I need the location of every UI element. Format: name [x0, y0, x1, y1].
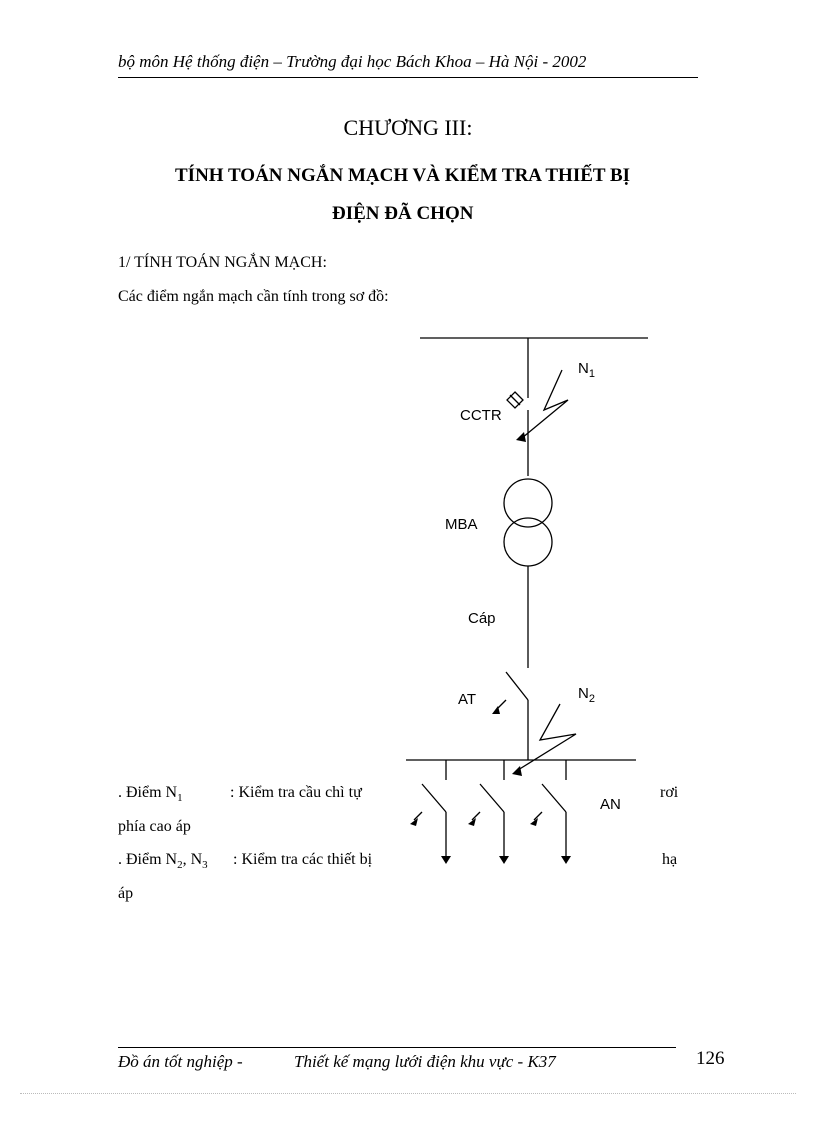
point-n1-sub: 1 — [177, 792, 183, 805]
point-n2-tail: hạ — [662, 851, 678, 868]
fault-n1-arrow — [516, 432, 526, 442]
fuse-symbol — [507, 392, 523, 408]
chapter-title-line2: ĐIỆN ĐÃ CHỌN — [332, 203, 474, 224]
feeder-3-arrow — [561, 856, 571, 864]
lv-feeder-1 — [414, 760, 446, 858]
label-at: AT — [458, 691, 477, 708]
label-an: AN — [600, 796, 621, 813]
fault-n2-arrow — [512, 766, 522, 776]
point-n1-desc: : Kiểm tra cầu chì tự — [230, 784, 362, 801]
point-n1-tail: rơi — [660, 784, 679, 801]
label-cap: Cáp — [468, 610, 496, 627]
label-n2: $N_2$ — [578, 685, 595, 705]
feeder-1-arrow — [441, 856, 451, 864]
section-intro: Các điểm ngắn mạch cần tính trong sơ đồ: — [118, 288, 389, 305]
point-n2-sub1: 2 — [177, 859, 183, 872]
lv-feeder-2 — [472, 760, 504, 858]
label-mba: MBA — [445, 516, 478, 533]
transformer-winding-1 — [504, 479, 552, 527]
point-n2-prefix: . Điểm N — [118, 851, 178, 868]
point-n1-cont: phía cao áp — [118, 818, 191, 835]
page-number: 126 — [696, 1048, 725, 1069]
transformer-winding-2 — [504, 518, 552, 566]
point-n2-sub2: 3 — [202, 859, 208, 872]
point-n1-row — [118, 784, 183, 804]
at-breaker-blade — [506, 672, 528, 700]
point-n2-row — [118, 851, 208, 871]
fault-n1-zigzag — [522, 370, 568, 438]
point-n2-desc: : Kiểm tra các thiết bị — [233, 851, 373, 868]
chapter-number: CHƯƠNG III: — [343, 115, 473, 140]
point-n1-prefix: . Điểm N — [118, 784, 178, 801]
section-heading: 1/ TÍNH TOÁN NGẮN MẠCH: — [118, 254, 327, 271]
lv-feeder-3 — [534, 760, 566, 858]
label-n1: $N_1$ — [578, 360, 595, 380]
label-cctr: CCTR — [460, 407, 502, 424]
footer-center: Thiết kế mạng lưới điện khu vực - K37 — [294, 1052, 556, 1071]
footer-left: Đồ án tốt nghiệp - — [118, 1052, 243, 1071]
chapter-title-line1: TÍNH TOÁN NGẮN MẠCH VÀ KIỂM TRA THIẾT BỊ — [175, 165, 631, 186]
page-bottom-dotted-edge — [20, 1093, 796, 1094]
page-header: bộ môn Hệ thống điện – Trường đại học Bách Khoa – Hà Nội - 2002 — [118, 52, 587, 71]
point-n2-cont: áp — [118, 885, 134, 902]
feeder-2-arrow — [499, 856, 509, 864]
footer-divider — [118, 1047, 676, 1048]
point-n2-mid: , N — [182, 851, 203, 868]
